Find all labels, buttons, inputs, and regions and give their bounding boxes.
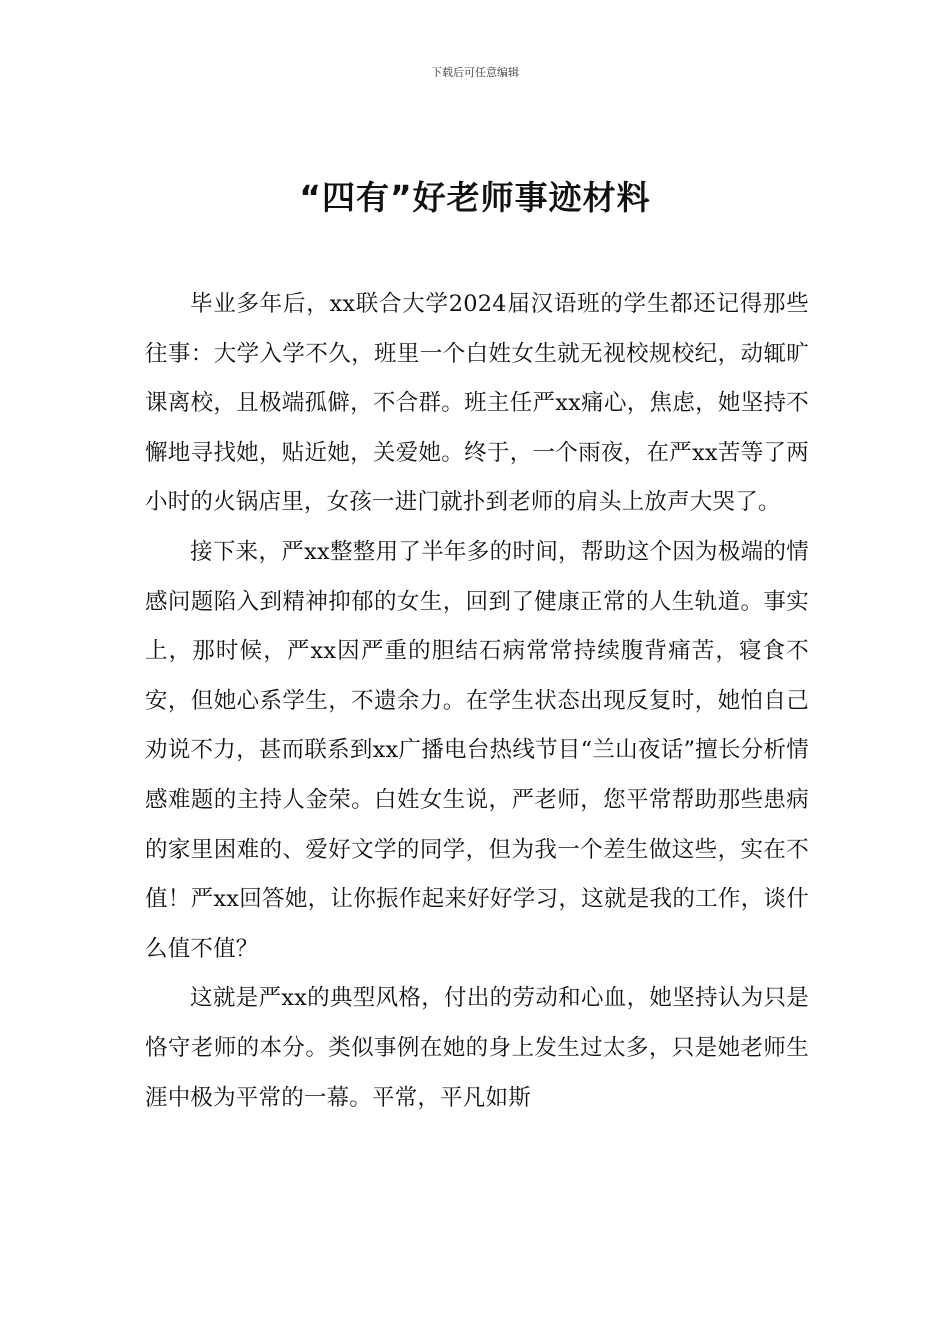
paragraph-2: 接下来，严xx整整用了半年多的时间，帮助这个因为极端的情感问题陷入到精神抑郁的女生，回到了健康正常的人生轨道。事实上，那时候，严xx因严重的胆结石病常常持续腹背痛苦，寝食不安，但她心系学生，不遗余力。在学生状态出现反复时，她怕自己劝说不力，甚而联系到xx广播电台热线节目“兰山夜话”擅长分析情感难题的主持人金荣。白姓女生说，严老师，您平常帮助那些患病的家里困难的、爱好文学的同学，但为我一个差生做这些，实在不值！严xx回答她，让你振作起来好好学习，这就是我的工作，谈什么值不值？ <box>145 538 809 962</box>
paragraph-1: 毕业多年后，xx联合大学2024届汉语班的学生都还记得那些往事：大学入学不久，班里一个白姓女生就无视校规校纪，动辄旷课离校，且极端孤僻，不合群。班主任严xx痛心，焦虑，她坚持不懈地寻找她，贴近她，关爱她。终于，一个雨夜，在严xx苦等了两小时的火锅店里，女孩一进门就扑到老师的肩头上放声大哭了。 <box>145 291 809 516</box>
document-body <box>145 280 809 1123</box>
document-title: “四有”好老师事迹材料 <box>299 178 651 217</box>
paragraph-3: 这就是严xx的典型风格，付出的劳动和心血，她坚持认为只是恪守老师的本分。类似事例在她的身上发生过太多，只是她老师生涯中极为平常的一幕。平常，平凡如斯 <box>145 985 809 1111</box>
page-header-note: 下载后可任意编辑 <box>431 66 519 79</box>
